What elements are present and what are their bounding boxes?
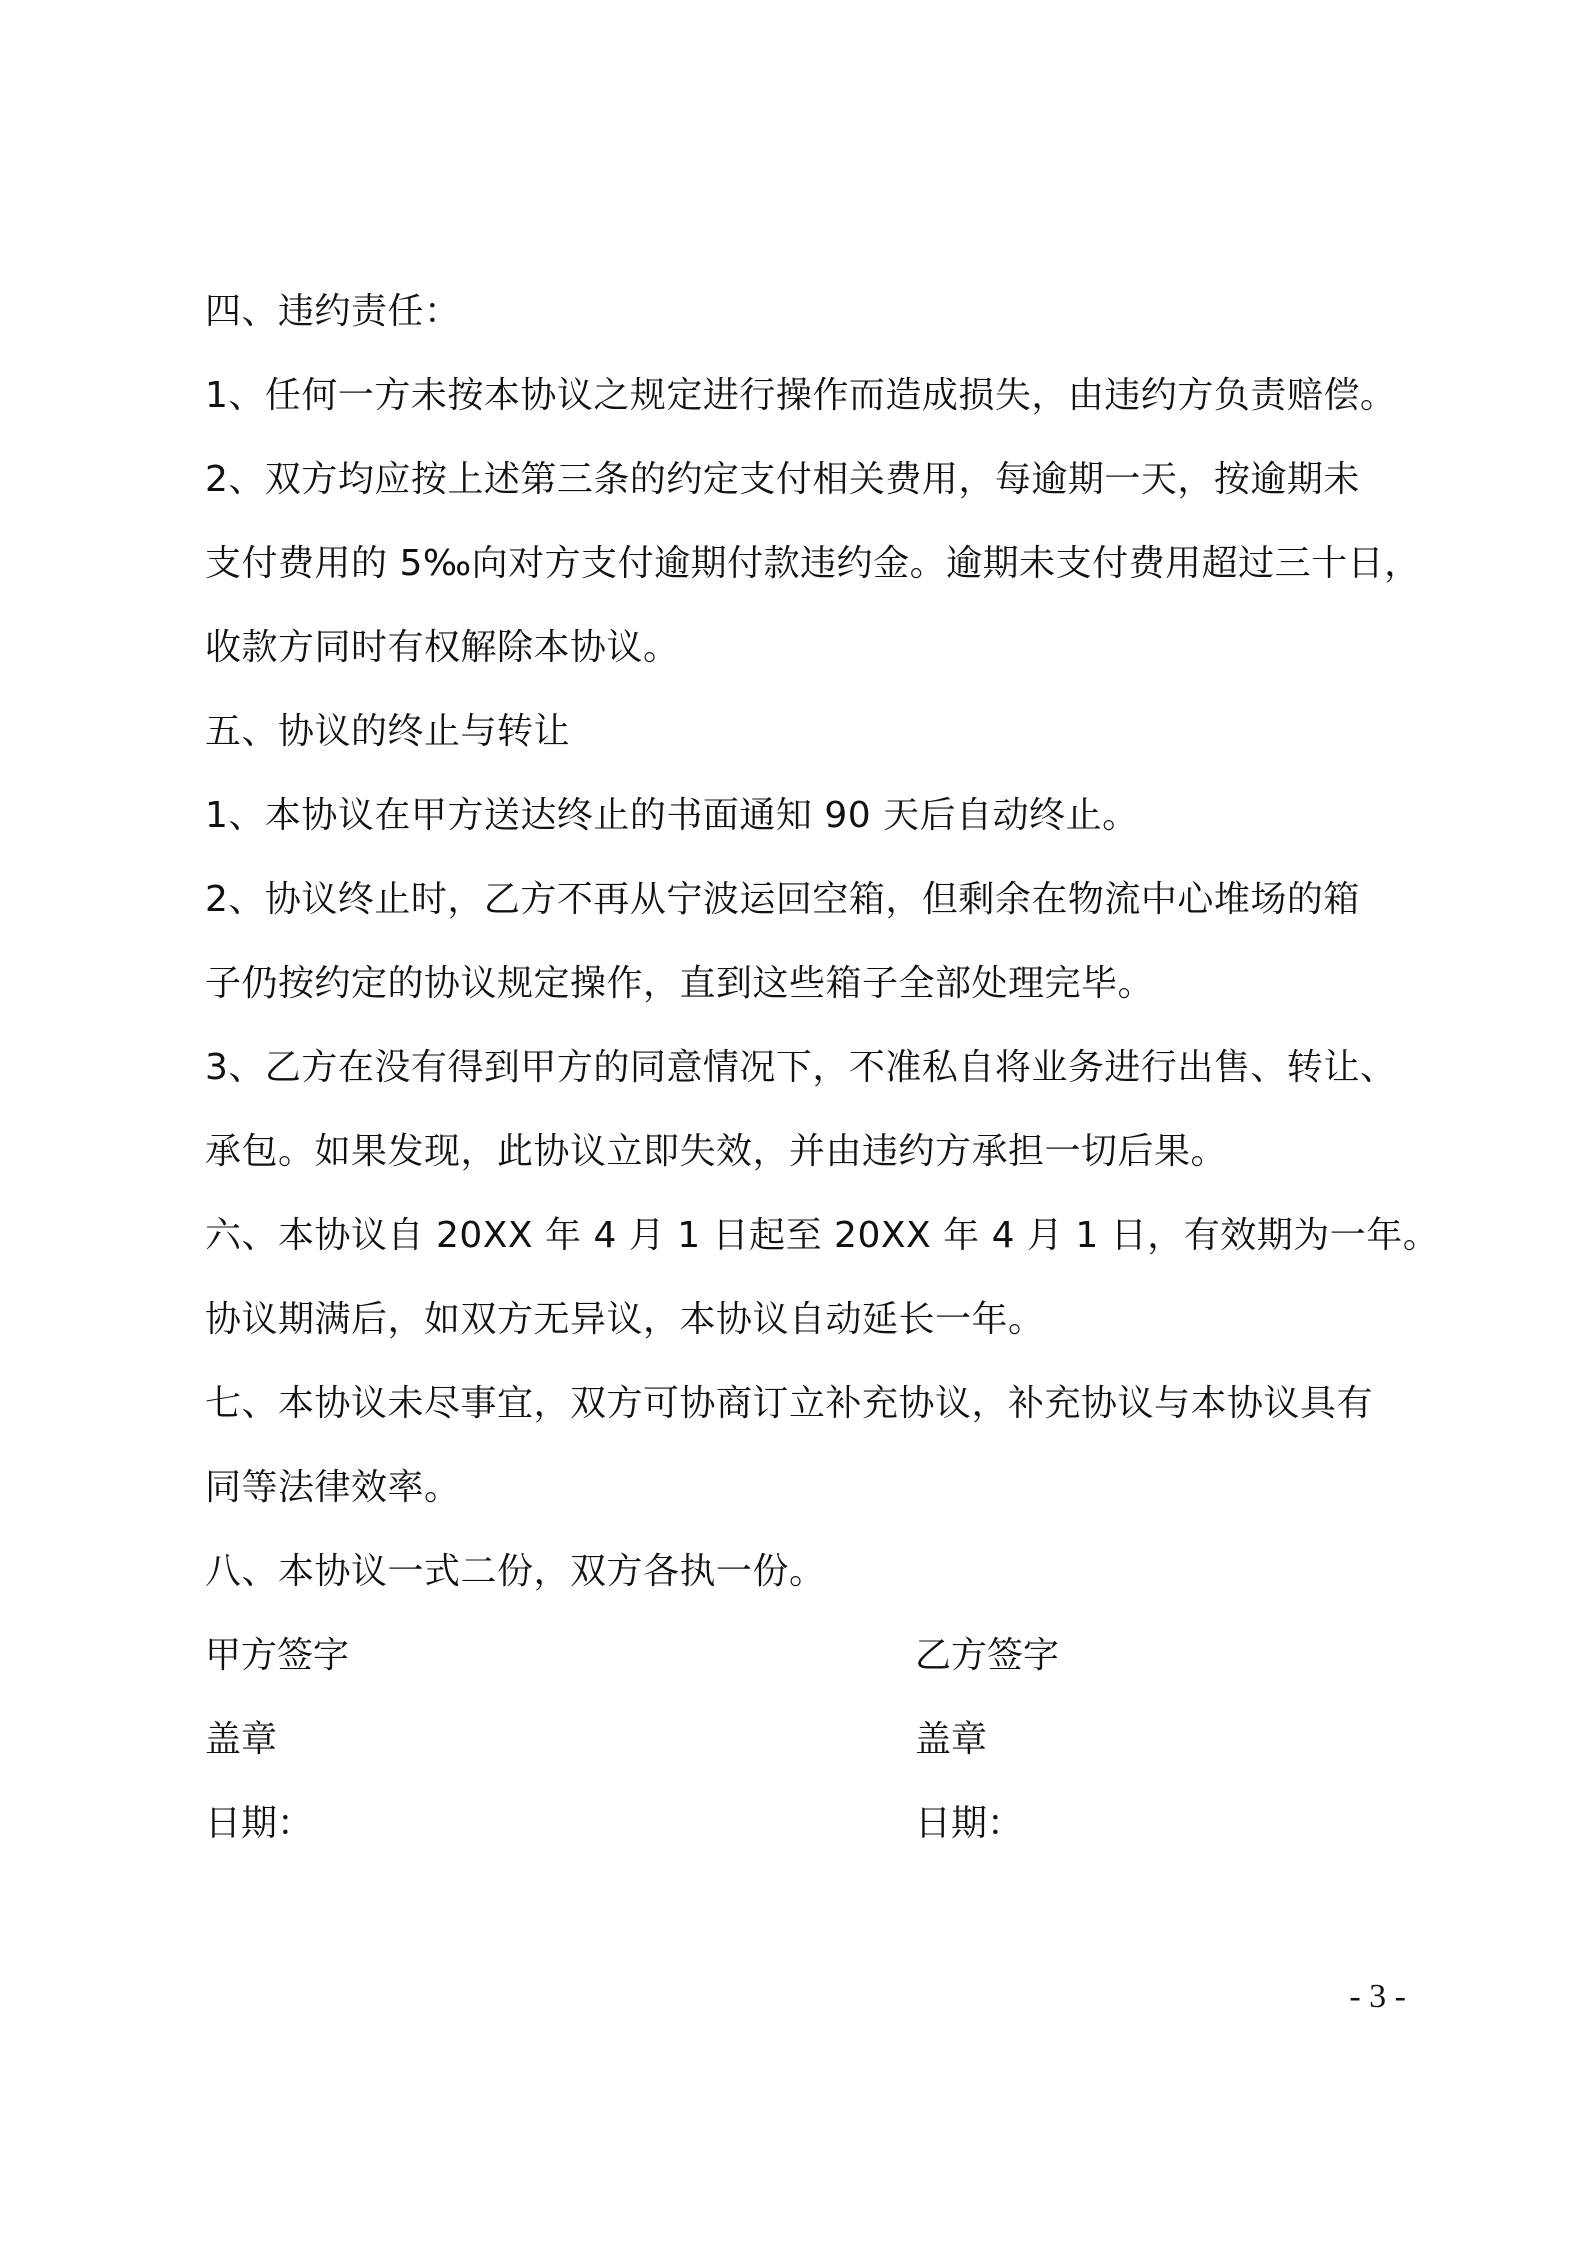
seal-row <box>205 1698 1415 1782</box>
party-b-signature-label: 乙方签字 <box>915 1635 1060 1676</box>
clause-text: 承包。如果发现，此协议立即失效，并由违约方承担一切后果。 <box>205 1131 1228 1172</box>
section-heading-breach: 四、违约责任： <box>205 291 461 332</box>
party-b-date-label: 日期： <box>915 1803 1024 1844</box>
clause-text: 协议期满后，如双方无异议，本协议自动延长一年。 <box>205 1299 1045 1340</box>
signature-row <box>205 1614 1415 1698</box>
clause-text: 2、双方均应按上述第三条的约定支付相关费用，每逾期一天，按逾期未 <box>205 459 1360 500</box>
party-a-signature-label: 甲方签字 <box>205 1635 350 1676</box>
party-a-seal-label: 盖章 <box>205 1719 278 1760</box>
date-row <box>205 1782 1415 1866</box>
clause-text: 收款方同时有权解除本协议。 <box>205 627 680 668</box>
clause-text: 2、协议终止时，乙方不再从宁波运回空箱，但剩余在物流中心堆场的箱 <box>205 879 1360 920</box>
clause-text: 支付费用的 5‰向对方支付逾期付款违约金。逾期未支付费用超过三十日， <box>205 543 1421 584</box>
section-heading-termination: 五、协议的终止与转让 <box>205 711 571 752</box>
section-term-validity: 六、本协议自 20XX 年 4 月 1 日起至 20XX 年 4 月 1 日，有效期为一年。 <box>205 1215 1440 1256</box>
clause-text: 同等法律效率。 <box>205 1467 461 1508</box>
document-body <box>205 270 1440 1866</box>
party-a-date-label: 日期： <box>205 1803 314 1844</box>
clause-text: 1、任何一方未按本协议之规定进行操作而造成损失，由违约方负责赔偿。 <box>205 375 1397 416</box>
section-copies: 八、本协议一式二份，双方各执一份。 <box>205 1551 826 1592</box>
party-b-seal-label: 盖章 <box>915 1719 988 1760</box>
clause-text: 1、本协议在甲方送达终止的书面通知 90 天后自动终止。 <box>205 795 1139 836</box>
clause-text: 3、乙方在没有得到甲方的同意情况下，不准私自将业务进行出售、转让、 <box>205 1047 1397 1088</box>
page-number: - 3 - <box>1349 1978 1406 2015</box>
section-supplementary: 七、本协议未尽事宜，双方可协商订立补充协议，补充协议与本协议具有 <box>205 1383 1374 1424</box>
clause-text: 子仍按约定的协议规定操作，直到这些箱子全部处理完毕。 <box>205 963 1155 1004</box>
